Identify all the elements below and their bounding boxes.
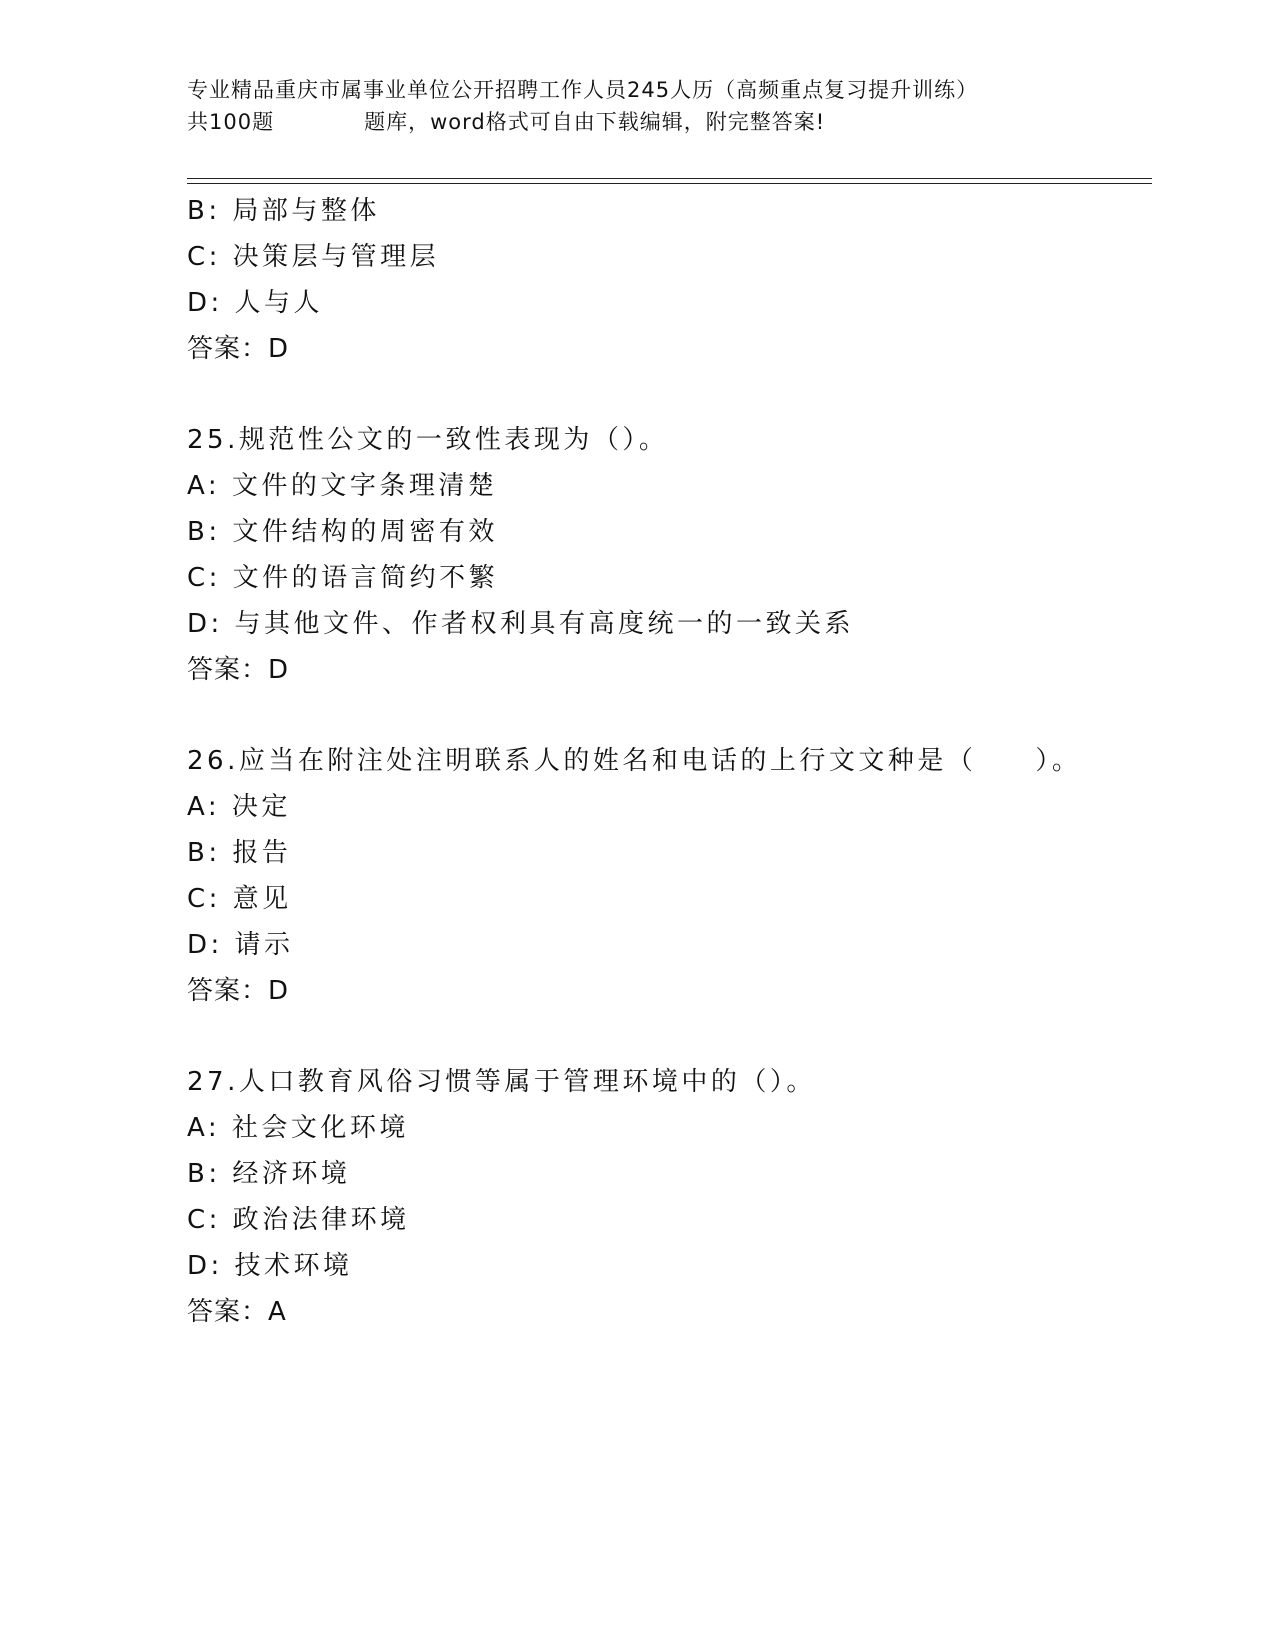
answer-line: 答案：A: [187, 1297, 287, 1327]
question-text: 25.规范性公文的一致性表现为（）。: [187, 425, 669, 455]
question-block-prev: [187, 188, 1147, 372]
option-a: A: 决定: [187, 792, 291, 822]
header-title: 专业精品重庆市属事业单位公开招聘工作人员245人历（高频重点复习提升训练）: [187, 78, 979, 102]
option-a: A: 社会文化环境: [187, 1113, 409, 1143]
answer-line: 答案：D: [187, 334, 290, 364]
option-c: C: 意见: [187, 884, 292, 914]
question-block-27: [187, 1059, 1147, 1335]
question-block-26: [187, 738, 1147, 1014]
document-header: [187, 74, 1087, 138]
option-d: D: 人与人: [187, 288, 324, 318]
option-b: B: 经济环境: [187, 1159, 351, 1189]
document-body: [187, 188, 1147, 1335]
answer-line: 答案：D: [187, 976, 290, 1006]
option-c: C: 政治法律环境: [187, 1205, 410, 1235]
option-c: C: 文件的语言简约不繁: [187, 563, 499, 593]
header-description: 题库，word格式可自由下载编辑，附完整答案!: [364, 110, 826, 134]
question-block-25: [187, 417, 1147, 693]
question-text: 26.应当在附注处注明联系人的姓名和电话的上行文文种是（ ）。: [187, 746, 1082, 776]
answer-line: 答案：D: [187, 655, 290, 685]
option-b: B: 局部与整体: [187, 196, 380, 226]
option-b: B: 文件结构的周密有效: [187, 517, 498, 547]
option-d: D: 与其他文件、作者权利具有高度统一的一致关系: [187, 609, 855, 639]
header-divider-top: [187, 178, 1152, 179]
option-d: D: 技术环境: [187, 1251, 353, 1281]
option-c: C: 决策层与管理层: [187, 242, 440, 272]
header-divider-bottom: [187, 183, 1152, 184]
header-subtitle: [187, 106, 1087, 138]
question-text: 27.人口教育风俗习惯等属于管理环境中的（）。: [187, 1067, 816, 1097]
option-a: A: 文件的文字条理清楚: [187, 471, 498, 501]
header-question-count: 共100题: [187, 110, 275, 134]
option-d: D: 请示: [187, 930, 294, 960]
option-b: B: 报告: [187, 838, 292, 868]
